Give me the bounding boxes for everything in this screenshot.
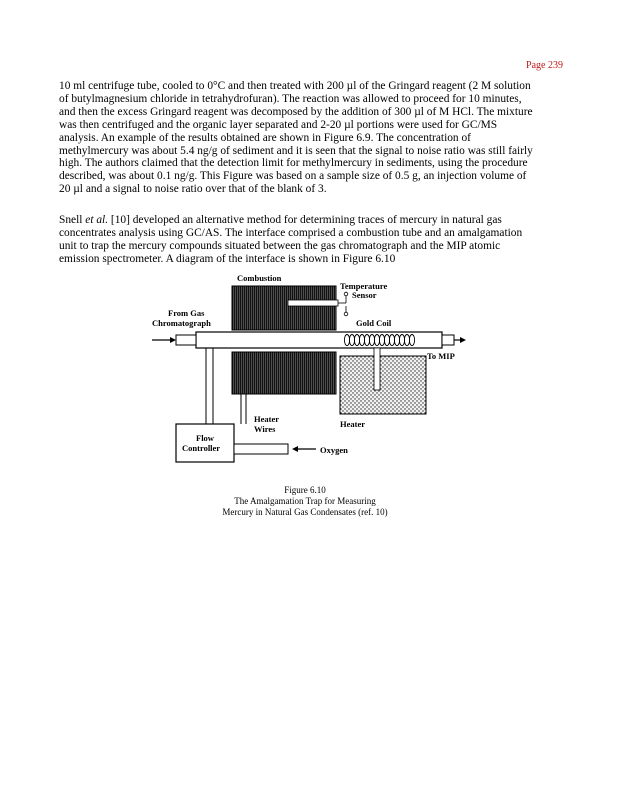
text-fragment: Snell (59, 214, 86, 226)
label-heater: Heater (340, 419, 366, 429)
text-line: 20 µl and a signal to noise ratio over that of the blank of 3. (59, 183, 327, 196)
combustion-furnace-bottom (232, 352, 336, 394)
amalgamation-trap-diagram (140, 268, 480, 480)
label-oxygen: Oxygen (320, 445, 348, 455)
label-combustion: Combustion (237, 273, 282, 283)
label-to-mip: To MIP (427, 351, 455, 361)
figure-caption-line1: The Amalgamation Trap for Measuring (234, 496, 376, 506)
temperature-sensor-probe (288, 300, 338, 306)
oxygen-tube (234, 444, 288, 454)
text-line: was then centrifuged and the organic layer separated and 2-20 µl portions were used for GC/MS (59, 118, 498, 131)
label-temperature: Temperature (340, 281, 388, 291)
label-controller: Controller (182, 443, 221, 453)
label-from-gas: From Gas (168, 308, 205, 318)
figure-caption-line2: Mercury in Natural Gas Condensates (ref. 10) (222, 507, 388, 517)
label-chromatograph: Chromatograph (152, 318, 211, 328)
text-line: 10 ml centrifuge tube, cooled to 0°C and then treated with 200 µl of the Gringard reagent (2 M solution (59, 80, 531, 92)
label-heater-wires: Heater (254, 414, 280, 424)
text-line: and then the excess Gringard reagent was decomposed by the addition of 300 µl of M HCl. The mixture (59, 105, 533, 118)
text-line: emission spectrometer. A diagram of the interface is shown in Figure 6.10 (59, 252, 396, 265)
text-line: described, was about 0.1 ng/g. This Figure was based on a sample size of 0.5 g, an injection volume of (59, 170, 527, 183)
text-fragment: [10] developed an alternative method for determining traces of mercury in natural gas (108, 214, 502, 226)
main-tube (196, 332, 442, 348)
heater-block (340, 356, 426, 414)
label-gold-coil: Gold Coil (356, 318, 392, 328)
text-line: unit to trap the mercury compounds situated between the gas chromatograph and the MIP atomic (59, 239, 501, 252)
paragraph-2 (59, 214, 564, 266)
text-line: high. The authors claimed that the detection limit for methylmercury in sediments, using the procedure (59, 157, 528, 170)
text-italic: et al. (85, 214, 109, 226)
text-line: concentrates analysis using GC/AS. The interface comprised a combustion tube and an amalgamation (59, 226, 523, 239)
outlet-stub (442, 335, 454, 345)
text-line (59, 214, 564, 227)
page-number: Page 239 (526, 60, 563, 71)
heater-rod (374, 348, 380, 390)
text-line: methylmercury was about 5.4 ng/g of sediment and it is seen that the signal to noise ratio was still fairly (59, 144, 533, 157)
label-wires: Wires (254, 424, 276, 434)
text-line: analysis. An example of the results obtained are shown in Figure 6.9. The concentration of (59, 131, 471, 144)
paragraph-1 (59, 80, 564, 196)
combustion-furnace-top (232, 286, 336, 330)
text-line: of butylmagnesium chloride in tetrahydrofuran). The reaction was allowed to proceed for 10 minutes, (59, 92, 522, 105)
label-flow: Flow (196, 433, 214, 443)
label-sensor: Sensor (352, 290, 377, 300)
gold-coil (344, 335, 414, 346)
inlet-stub (176, 335, 196, 345)
figure-number: Figure 6.10 (284, 485, 326, 495)
